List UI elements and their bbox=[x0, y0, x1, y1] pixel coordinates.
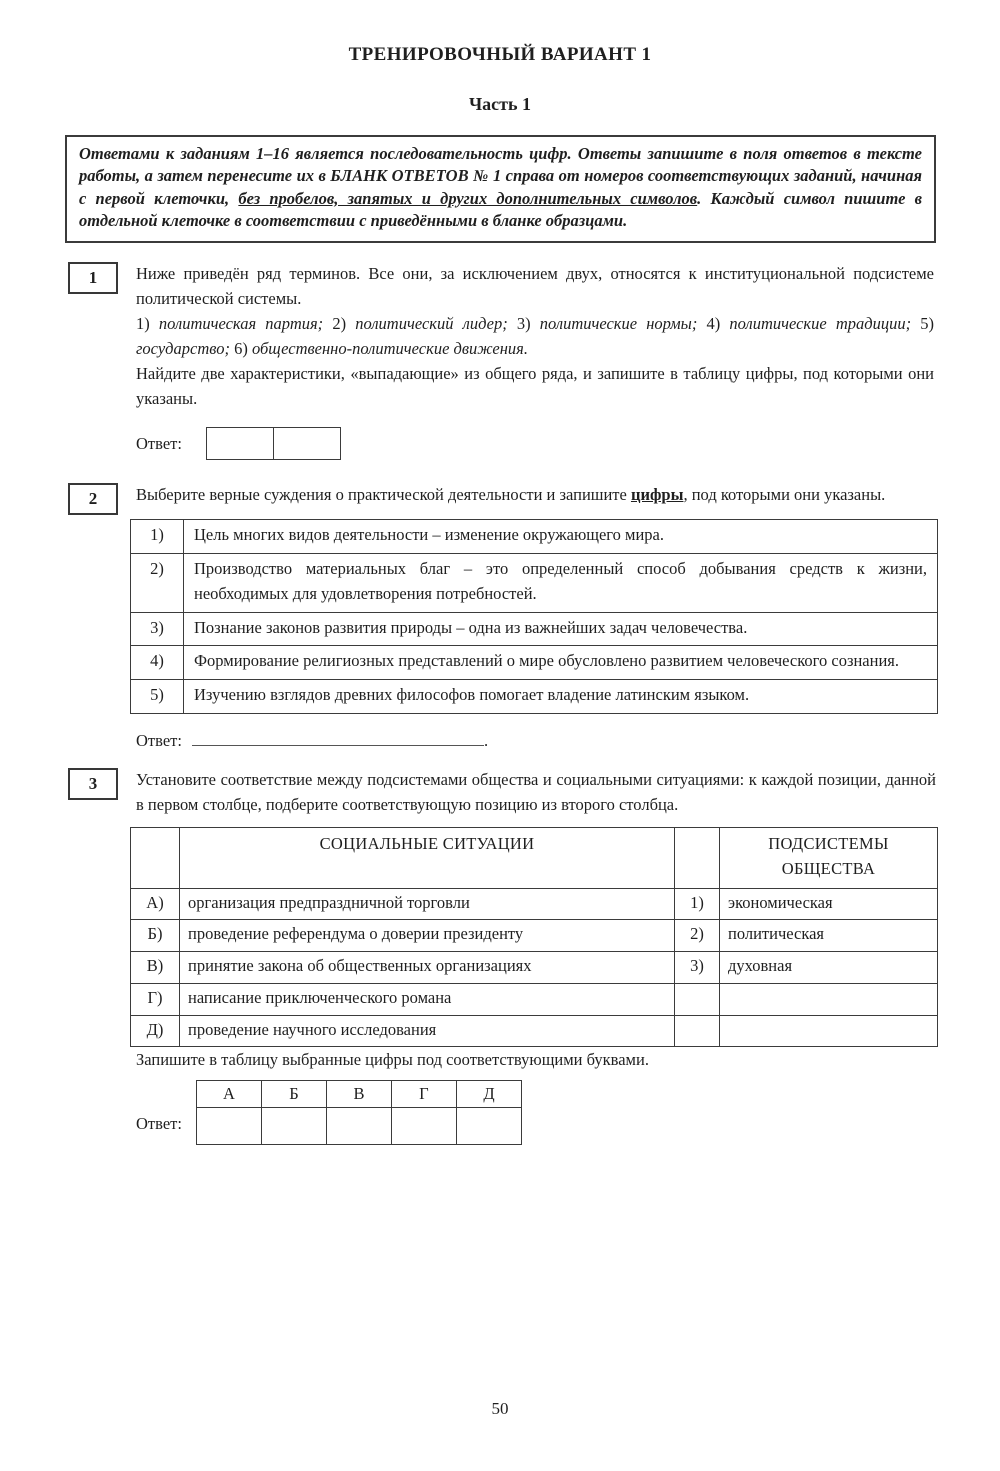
question-2-number: 2 bbox=[88, 489, 98, 509]
situation-text: проведение референдума о доверии президенту bbox=[180, 920, 675, 952]
instructions-text: Ответами к заданиям 1–16 является последовательность цифр. Ответы запишите в поля ответов в тексте работы, а затем перенесите их в БЛАНК ОТВЕТОВ № 1 справа от номеров соответствующих заданий, начиная с первой клеточки, без пробелов, запятых и других дополнительных символов. Каждый символ пишите в отдельной клеточке в соответствии с приведёнными в бланке образцами. bbox=[79, 144, 922, 231]
answer-cell bbox=[391, 1108, 456, 1145]
subsystem-text: экономическая bbox=[720, 888, 938, 920]
page-title: ТРЕНИРОВОЧНЫЙ ВАРИАНТ 1 bbox=[348, 44, 652, 65]
answer-cell bbox=[273, 428, 340, 460]
statement-text: Познание законов развития природы – одна из важнейших задач человечества. bbox=[184, 612, 938, 646]
question-3-answer-row bbox=[136, 1080, 936, 1145]
right-column-header: ПОДСИСТЕМЫ ОБЩЕСТВА bbox=[720, 828, 938, 889]
answer-cell bbox=[326, 1108, 391, 1145]
letter-cell: Г bbox=[391, 1081, 456, 1108]
row-letter: Г) bbox=[131, 983, 180, 1015]
statement-text: Формирование религиозных представлений о мире обусловлено развитием человеческого сознания. bbox=[184, 646, 938, 680]
matching-row bbox=[131, 983, 938, 1015]
statement-row bbox=[131, 520, 938, 554]
subsystem-text: политическая bbox=[720, 920, 938, 952]
matching-row bbox=[131, 920, 938, 952]
statement-text: Цель многих видов деятельности – изменение окружающего мира. bbox=[184, 520, 938, 554]
question-3-matching-table bbox=[130, 827, 938, 1047]
part-heading: Часть 1 bbox=[468, 94, 532, 114]
question-3 bbox=[68, 767, 934, 1145]
option-number: 1) bbox=[675, 888, 720, 920]
row-letter: Б) bbox=[131, 920, 180, 952]
question-3-intro: Установите соответствие между подсистемами общества и социальными ситуациями: к каждой позиции, данной в первом столбце, подберите соответствующую позицию из второго столбца. bbox=[136, 769, 936, 814]
situation-text: написание приключенческого романа bbox=[180, 983, 675, 1015]
question-1 bbox=[68, 261, 934, 460]
statement-row bbox=[131, 680, 938, 714]
option-number: 2) bbox=[675, 920, 720, 952]
answer-blank-line bbox=[192, 729, 484, 746]
letter-cell: Б bbox=[261, 1081, 326, 1108]
answer-cell bbox=[206, 428, 273, 460]
question-1-terms: 1) политическая партия; 2) политический лидер; 3) политические нормы; 4) политические традиции; 5) государство; 6) общественно-политические движения. bbox=[136, 313, 935, 358]
option-number: 3) bbox=[675, 952, 720, 984]
subsystem-text bbox=[720, 1015, 938, 1047]
question-3-task: Запишите в таблицу выбранные цифры под соответствующими буквами. bbox=[136, 1050, 649, 1070]
answer-label: Ответ: bbox=[136, 434, 182, 454]
statement-number: 1) bbox=[131, 520, 184, 554]
answer-grid-letters bbox=[196, 1081, 521, 1108]
situation-text: принятие закона об общественных организациях bbox=[180, 952, 675, 984]
left-column-header: СОЦИАЛЬНЫЕ СИТУАЦИИ bbox=[180, 828, 675, 889]
matching-header-row bbox=[131, 828, 938, 889]
subsystem-text bbox=[720, 983, 938, 1015]
question-1-task: Найдите две характеристики, «выпадающие» из общего ряда, и запишите в таблицу цифры, под которыми они указаны. bbox=[136, 364, 934, 409]
question-1-number: 1 bbox=[88, 267, 98, 287]
answer-period: . bbox=[483, 730, 489, 750]
answer-label: Ответ: bbox=[136, 730, 182, 750]
situation-text: организация предпраздничной торговли bbox=[180, 888, 675, 920]
empty-cell bbox=[675, 828, 720, 889]
statement-number: 3) bbox=[131, 612, 184, 646]
question-3-answer-grid bbox=[196, 1080, 522, 1145]
question-2-number-box bbox=[68, 483, 118, 515]
option-number bbox=[675, 983, 720, 1015]
question-1-number-box bbox=[68, 262, 118, 294]
matching-row bbox=[131, 952, 938, 984]
row-letter: А) bbox=[131, 888, 180, 920]
statement-number: 4) bbox=[131, 646, 184, 680]
question-2-statements-table bbox=[130, 519, 938, 714]
question-3-number-box bbox=[68, 768, 118, 800]
question-2 bbox=[68, 482, 934, 753]
row-letter: В) bbox=[131, 952, 180, 984]
answer-cell bbox=[196, 1108, 261, 1145]
row-letter: Д) bbox=[131, 1015, 180, 1047]
question-2-intro: Выберите верные суждения о практической деятельности и запишите цифры, под которыми они указаны. bbox=[136, 485, 886, 505]
empty-cell bbox=[131, 828, 180, 889]
matching-row bbox=[131, 1015, 938, 1047]
statement-text: Изучению взглядов древних философов помогает владение латинским языком. bbox=[184, 680, 938, 714]
situation-text: проведение научного исследования bbox=[180, 1015, 675, 1047]
statement-row bbox=[131, 646, 938, 680]
statement-row bbox=[131, 612, 938, 646]
statement-number: 5) bbox=[131, 680, 184, 714]
answer-cell bbox=[456, 1108, 521, 1145]
question-1-intro: Ниже приведён ряд терминов. Все они, за исключением двух, относятся к институциональной подсистеме политической системы. bbox=[136, 263, 934, 308]
letter-cell: Д bbox=[456, 1081, 521, 1108]
question-1-answer-row bbox=[136, 427, 934, 460]
statement-row bbox=[131, 554, 938, 613]
option-number bbox=[675, 1015, 720, 1047]
matching-row bbox=[131, 888, 938, 920]
subsystem-text: духовная bbox=[720, 952, 938, 984]
statement-text: Производство материальных благ – это определенный способ добывания средств к жизни, необходимых для удовлетворения потребностей. bbox=[184, 554, 938, 613]
page-number: 50 bbox=[491, 1399, 509, 1418]
question-2-answer-row bbox=[136, 728, 936, 753]
answer-cell bbox=[261, 1108, 326, 1145]
answer-grid-cells bbox=[196, 1108, 521, 1145]
answer-label: Ответ: bbox=[136, 1114, 182, 1134]
instructions-box bbox=[65, 135, 936, 243]
question-1-answer-grid bbox=[206, 427, 341, 460]
letter-cell: В bbox=[326, 1081, 391, 1108]
letter-cell: А bbox=[196, 1081, 261, 1108]
statement-number: 2) bbox=[131, 554, 184, 613]
question-3-number: 3 bbox=[88, 773, 98, 793]
